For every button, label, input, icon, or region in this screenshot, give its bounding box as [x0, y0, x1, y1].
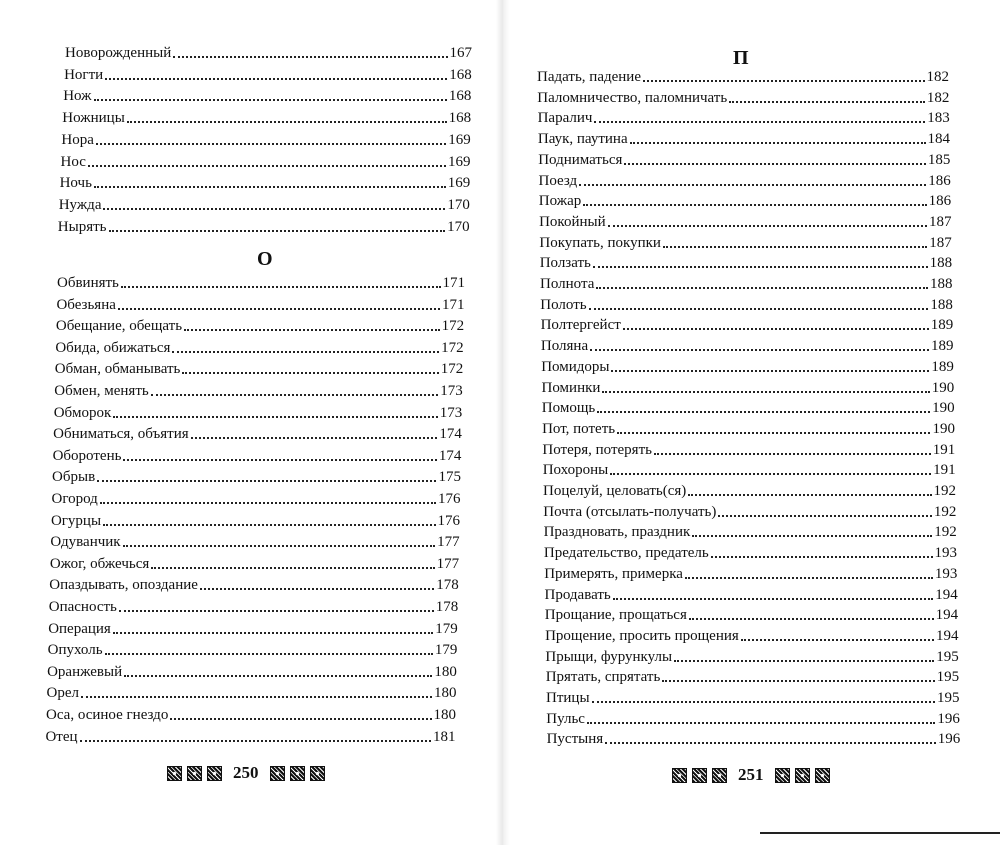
index-entry — [542, 418, 955, 438]
entry-term: Праздновать, праздник — [543, 524, 691, 541]
index-entry — [538, 128, 950, 148]
dot-leader — [170, 718, 431, 720]
dot-leader — [88, 165, 446, 167]
entry-term: Покупать, покупки — [539, 234, 661, 251]
dot-leader — [597, 411, 930, 413]
index-entry — [541, 356, 954, 376]
entry-page-number: 188 — [930, 276, 953, 292]
dot-leader — [80, 740, 432, 742]
entry-term: Огород — [51, 491, 98, 507]
dot-leader — [590, 349, 929, 351]
dot-leader — [630, 142, 926, 144]
entry-term: Птицы — [546, 690, 590, 706]
dot-leader — [688, 494, 931, 496]
entry-term: Опасность — [48, 599, 117, 615]
entry-page-number: 169 — [448, 131, 471, 148]
entry-page-number: 190 — [931, 379, 955, 396]
index-entry — [542, 439, 955, 459]
index-entry — [48, 618, 458, 638]
dot-leader — [685, 577, 933, 579]
entry-page-number: 173 — [439, 404, 463, 421]
ornament-icon — [310, 766, 325, 781]
index-entry — [53, 423, 462, 443]
dot-leader — [103, 208, 445, 210]
entry-term: Паралич — [537, 110, 593, 127]
entry-term: Ногти — [64, 66, 104, 83]
entry-term: Оборотень — [52, 447, 122, 464]
index-entry — [542, 377, 955, 397]
index-entry — [60, 172, 471, 192]
entry-page-number: 182 — [926, 69, 949, 85]
index-entry — [546, 687, 960, 707]
entry-term: Обида, обижаться — [55, 339, 171, 356]
entry-term: Нож — [63, 88, 92, 105]
dot-leader — [579, 184, 926, 186]
index-entry — [47, 682, 457, 702]
entry-page-number: 188 — [930, 296, 953, 313]
index-entry — [543, 459, 956, 479]
entry-term: Ожог, обжечься — [49, 555, 150, 572]
page-footer — [167, 763, 325, 783]
index-entry — [65, 42, 472, 62]
entry-term: Операция — [48, 620, 111, 637]
dot-leader — [105, 78, 447, 80]
page-number: 250 — [233, 763, 259, 782]
section-letter: П — [733, 47, 749, 69]
index-entry — [540, 273, 953, 293]
entry-term: Поезд — [538, 172, 578, 189]
dot-leader — [94, 186, 446, 188]
ornament-icon — [795, 768, 810, 783]
entry-term: Продавать — [544, 586, 611, 603]
right-page — [505, 0, 1000, 845]
index-entry — [539, 211, 951, 231]
entry-page-number: 195 — [936, 669, 960, 686]
entry-page-number: 191 — [933, 462, 956, 479]
index-entry — [54, 380, 463, 400]
ornament-icon — [712, 768, 727, 783]
entry-page-number: 173 — [440, 383, 463, 399]
index-entry — [50, 553, 459, 573]
dot-leader — [173, 56, 447, 58]
dot-leader — [191, 437, 438, 439]
dot-leader — [81, 696, 432, 698]
entry-page-number: 184 — [927, 131, 951, 148]
entry-term: Поминки — [541, 379, 601, 396]
dot-leader — [583, 204, 926, 206]
entry-term: Паук, паутина — [537, 131, 628, 148]
entry-page-number: 191 — [932, 441, 956, 458]
index-entry — [547, 728, 961, 748]
index-entry — [538, 107, 950, 127]
dot-leader — [594, 121, 925, 123]
ornament-icon — [270, 766, 285, 781]
index-entry — [541, 314, 954, 334]
entry-term: Падать, падение — [537, 69, 641, 85]
index-entry — [546, 708, 960, 728]
dot-leader — [127, 121, 447, 123]
index-entry — [50, 531, 459, 551]
dot-leader — [711, 556, 933, 558]
dot-leader — [118, 308, 440, 310]
index-entry — [542, 397, 955, 417]
entry-page-number: 179 — [434, 642, 458, 659]
entry-page-number: 180 — [433, 685, 457, 702]
entry-term: Опаздывать, опоздание — [49, 577, 198, 594]
entry-page-number: 194 — [935, 586, 958, 603]
index-entry — [54, 402, 463, 422]
dot-leader — [654, 453, 931, 455]
entry-term: Паломничество, паломничать — [537, 89, 728, 106]
dot-leader — [121, 286, 441, 288]
index-entry — [537, 87, 949, 107]
scan-edge-line — [760, 832, 1000, 834]
dot-leader — [100, 502, 436, 504]
entry-term: Нужда — [58, 196, 102, 213]
entry-page-number: 176 — [437, 512, 461, 529]
entry-page-number: 185 — [927, 151, 951, 168]
dot-leader — [109, 230, 446, 232]
dot-leader — [718, 515, 931, 517]
entry-term: Ножницы — [62, 110, 125, 127]
page-footer — [672, 765, 830, 785]
entry-page-number: 171 — [442, 275, 465, 291]
entry-page-number: 168 — [449, 66, 472, 83]
index-entry — [58, 216, 470, 236]
entry-page-number: 180 — [433, 707, 456, 723]
dot-leader — [610, 473, 931, 475]
dot-leader — [123, 545, 435, 547]
entry-term: Покойный — [539, 213, 606, 230]
entry-page-number: 176 — [438, 491, 461, 507]
index-entry — [61, 151, 471, 171]
entry-term: Потеря, потерять — [542, 441, 652, 458]
dot-leader — [182, 372, 438, 374]
dot-leader — [151, 394, 439, 396]
entry-term: Почта (отсылать-получать) — [543, 503, 717, 520]
index-entry — [48, 639, 458, 659]
index-entry — [63, 85, 471, 105]
index-entry — [52, 488, 461, 508]
entry-page-number: 181 — [433, 728, 456, 745]
index-entry — [540, 294, 953, 314]
entry-page-number: 171 — [442, 296, 465, 313]
index-entry — [544, 563, 957, 583]
entry-term: Подниматься — [538, 151, 623, 168]
dot-leader — [113, 632, 433, 634]
index-entry — [56, 315, 464, 335]
dot-leader — [611, 370, 929, 372]
entry-page-number: 169 — [447, 175, 471, 192]
entry-term: Поляна — [540, 338, 589, 355]
entry-page-number: 168 — [448, 110, 472, 127]
dot-leader — [96, 143, 446, 145]
entry-term: Обрыв — [52, 469, 96, 486]
index-entry — [62, 107, 471, 127]
index-entry — [49, 574, 458, 594]
entry-page-number: 192 — [933, 503, 957, 520]
entry-page-number: 177 — [436, 555, 460, 572]
index-entry — [546, 666, 959, 686]
dot-leader — [113, 416, 437, 418]
index-entry — [45, 726, 455, 746]
dot-leader — [151, 567, 434, 569]
entry-term: Пульс — [546, 710, 585, 727]
ornament-icon — [692, 768, 707, 783]
dot-leader — [587, 722, 935, 724]
entry-term: Пустыня — [546, 731, 604, 748]
entry-page-number: 188 — [929, 255, 953, 272]
entry-page-number: 193 — [934, 565, 958, 582]
index-entry — [539, 170, 951, 190]
entry-term: Полоть — [540, 296, 587, 313]
index-entry — [541, 335, 954, 355]
entry-term: Предательство, предатель — [543, 545, 709, 562]
entry-term: Полнота — [540, 276, 595, 292]
ornament-icon — [167, 766, 182, 781]
dot-leader — [605, 742, 936, 744]
index-entry — [545, 604, 958, 624]
index-entry — [61, 129, 470, 149]
dot-leader — [172, 351, 439, 353]
entry-page-number: 174 — [438, 447, 462, 464]
entry-term: Одуванчик — [50, 534, 121, 551]
entry-term: Обвинять — [57, 275, 119, 291]
dot-leader — [103, 524, 436, 526]
entry-term: Обниматься, объятия — [53, 426, 189, 443]
dot-leader — [617, 432, 930, 434]
dot-leader — [124, 675, 432, 677]
dot-leader — [200, 588, 434, 590]
entry-term: Помощь — [541, 400, 596, 417]
entry-page-number: 187 — [928, 213, 952, 230]
dot-leader — [119, 610, 434, 612]
entry-term: Орел — [46, 685, 80, 702]
entry-term: Поцелуй, целовать(ся) — [543, 483, 687, 499]
index-entry — [544, 542, 957, 562]
entry-term: Ночь — [59, 175, 92, 192]
entry-term: Огурцы — [50, 512, 102, 529]
entry-page-number: 192 — [934, 524, 957, 541]
entry-page-number: 189 — [930, 317, 954, 334]
dot-leader — [613, 598, 934, 600]
entry-page-number: 172 — [441, 318, 465, 335]
entry-term: Прыщи, фурункулы — [545, 648, 673, 665]
dot-leader — [184, 329, 440, 331]
dot-leader — [674, 660, 934, 662]
entry-page-number: 189 — [931, 338, 954, 355]
entry-page-number: 196 — [937, 710, 960, 727]
index-entry — [53, 445, 462, 465]
entry-term: Нос — [60, 153, 86, 170]
entry-term: Прощание, прощаться — [544, 607, 687, 624]
entry-page-number: 180 — [434, 663, 457, 680]
dot-leader — [689, 618, 934, 620]
entry-page-number: 195 — [936, 648, 959, 665]
entry-page-number: 186 — [928, 172, 951, 189]
entry-page-number: 172 — [441, 339, 464, 356]
dot-leader — [663, 246, 927, 248]
ornament-icon — [775, 768, 790, 783]
entry-term: Новорожденный — [65, 45, 172, 61]
dot-leader — [602, 391, 929, 393]
entry-page-number: 193 — [934, 545, 958, 562]
index-entry — [540, 252, 952, 272]
entry-page-number: 168 — [448, 88, 472, 105]
index-entry — [59, 194, 470, 214]
ornament-icon — [290, 766, 305, 781]
entry-term: Оса, осиное гнездо — [46, 707, 169, 723]
entry-term: Помидоры — [541, 358, 610, 375]
section-letter: О — [257, 248, 273, 270]
dot-leader — [623, 328, 929, 330]
entry-page-number: 170 — [447, 218, 470, 235]
index-entry — [57, 272, 465, 292]
entry-page-number: 194 — [935, 627, 959, 644]
entry-term: Обезьяна — [56, 296, 116, 313]
index-entry — [539, 232, 951, 252]
index-entry — [64, 64, 472, 84]
entry-page-number: 182 — [926, 89, 950, 106]
dot-leader — [596, 287, 928, 289]
index-entry — [55, 358, 463, 378]
entry-term: Обещание, обещать — [55, 318, 183, 335]
index-entry — [543, 501, 956, 521]
entry-page-number: 178 — [436, 577, 459, 594]
dot-leader — [662, 680, 934, 682]
dot-leader — [105, 653, 433, 655]
entry-page-number: 179 — [435, 620, 458, 637]
index-entry — [49, 596, 459, 616]
ornament-icon — [207, 766, 222, 781]
entry-page-number: 174 — [439, 426, 462, 443]
entry-page-number: 190 — [932, 420, 955, 437]
entry-page-number: 177 — [437, 534, 460, 551]
index-entry — [52, 466, 461, 486]
dot-leader — [729, 101, 925, 103]
entry-page-number: 192 — [933, 483, 956, 499]
dot-leader — [692, 535, 932, 537]
dot-leader — [741, 639, 934, 641]
dot-leader — [97, 480, 436, 482]
entry-page-number: 170 — [447, 196, 470, 213]
index-entry — [545, 625, 958, 645]
entry-term: Похороны — [542, 462, 609, 479]
entry-page-number: 195 — [937, 690, 960, 706]
index-entry — [46, 704, 456, 724]
ornament-icon — [672, 768, 687, 783]
ornament-icon — [187, 766, 202, 781]
entry-term: Прощение, просить прощения — [545, 627, 739, 644]
entry-term: Нырять — [57, 218, 107, 235]
entry-term: Отец — [45, 728, 78, 745]
entry-page-number: 190 — [932, 400, 955, 417]
entry-page-number: 169 — [448, 153, 471, 170]
dot-leader — [589, 308, 929, 310]
entry-page-number: 178 — [435, 599, 459, 615]
dot-leader — [643, 80, 925, 82]
entry-term: Ползать — [539, 255, 591, 272]
dot-leader — [608, 225, 927, 227]
index-entry — [545, 646, 958, 666]
entry-term: Оранжевый — [47, 663, 123, 680]
entry-page-number: 187 — [929, 234, 952, 251]
dot-leader — [593, 266, 928, 268]
index-entry — [56, 294, 464, 314]
index-entry — [538, 149, 950, 169]
entry-page-number: 167 — [449, 45, 472, 61]
entry-term: Опухоль — [47, 642, 103, 659]
entry-page-number: 172 — [440, 361, 464, 378]
ornament-icon — [815, 768, 830, 783]
entry-term: Нора — [61, 131, 94, 148]
dot-leader — [123, 459, 436, 461]
index-entry — [544, 521, 957, 541]
entry-page-number: 196 — [937, 731, 961, 748]
dot-leader — [94, 99, 447, 101]
entry-term: Обморок — [53, 404, 112, 421]
entry-page-number: 194 — [935, 607, 959, 624]
index-entry — [47, 661, 457, 681]
index-entry — [51, 510, 460, 530]
entry-term: Прятать, спрятать — [545, 669, 661, 686]
index-entry — [545, 584, 958, 604]
entry-term: Полтергейст — [540, 317, 621, 334]
index-entry — [539, 190, 951, 210]
dot-leader — [592, 701, 935, 703]
index-entry — [543, 480, 956, 500]
entry-term: Обман, обманывать — [54, 361, 181, 378]
entry-page-number: 189 — [931, 358, 954, 375]
entry-term: Пот, потеть — [542, 420, 616, 437]
dot-leader — [624, 163, 925, 165]
entry-term: Примерять, примерка — [544, 565, 683, 582]
index-entry — [537, 66, 949, 86]
entry-term: Пожар — [538, 193, 582, 210]
entry-term: Обмен, менять — [54, 383, 149, 399]
entry-page-number: 175 — [438, 469, 461, 486]
page-number: 251 — [738, 765, 764, 784]
entry-page-number: 183 — [927, 110, 950, 127]
index-entry — [55, 337, 463, 357]
entry-page-number: 186 — [928, 193, 952, 210]
